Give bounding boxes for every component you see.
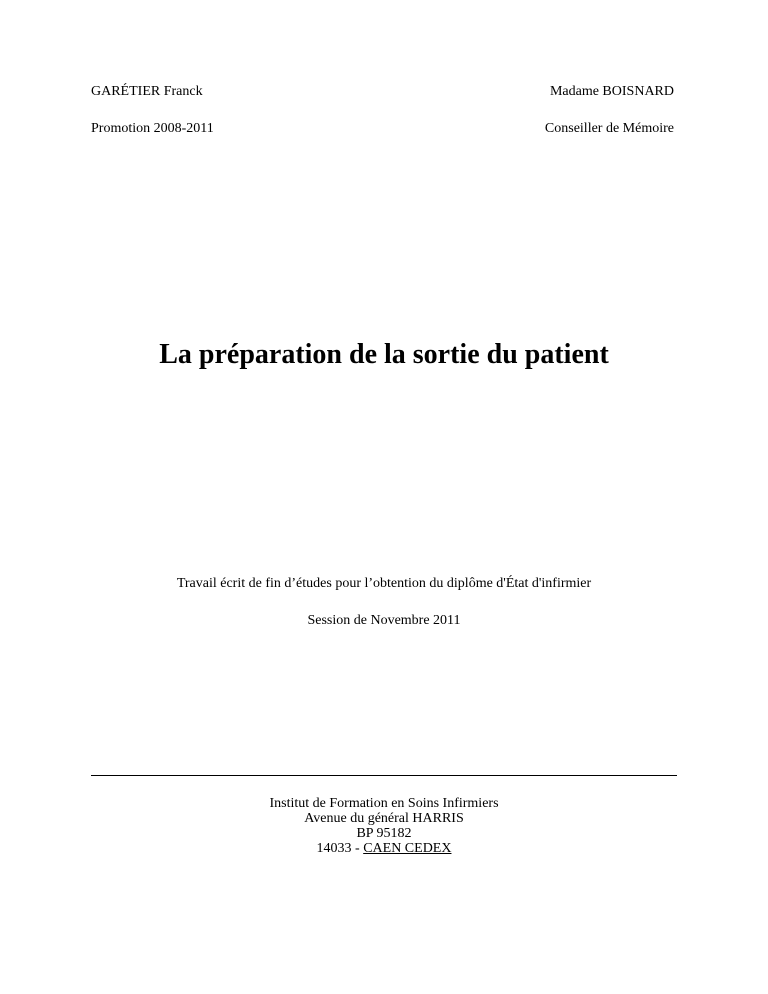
institution-address: [0, 796, 768, 856]
po-box: BP 95182: [356, 826, 412, 841]
advisor-name: Madame BOISNARD: [549, 84, 674, 99]
postal-code: 14033 -: [316, 841, 364, 856]
institution-name: Institut de Formation en Soins Infirmiers: [269, 796, 499, 811]
document-title: La préparation de la sortie du patient: [159, 339, 609, 370]
horizontal-divider: [91, 775, 677, 776]
street-address: Avenue du général HARRIS: [304, 811, 464, 826]
session-date: Session de Novembre 2011: [307, 613, 461, 628]
advisor-role: Conseiller de Mémoire: [544, 121, 674, 136]
city-link[interactable]: CAEN CEDEX: [363, 841, 452, 856]
document-subtitle: Travail écrit de fin d’études pour l’obtention du diplôme d'État d'infirmier: [176, 576, 592, 591]
author-name: GARÉTIER Franck: [91, 84, 203, 99]
promotion: Promotion 2008-2011: [91, 121, 214, 136]
postal-line: [0, 841, 768, 856]
